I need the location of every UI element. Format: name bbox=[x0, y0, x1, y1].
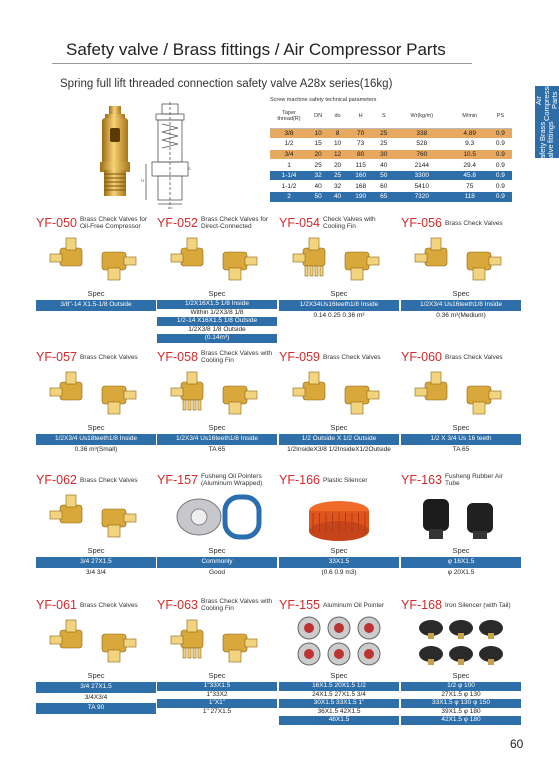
spec-table-cell: 30 bbox=[375, 149, 393, 160]
product-card[interactable] bbox=[36, 598, 156, 728]
spec-table-cell: 3/4 bbox=[270, 149, 308, 160]
product-header bbox=[401, 350, 503, 364]
spec-value-row: 1/2X3/8 1/8 Outside bbox=[157, 326, 277, 335]
spec-table-cell: 160 bbox=[347, 170, 375, 181]
spec-header-cell: S bbox=[375, 104, 393, 128]
product-name: Brass Check Valves bbox=[80, 476, 138, 484]
spec-value-row: 3/4 27X1.5 bbox=[36, 557, 156, 568]
spec-value-row: φ 20X1.5 bbox=[401, 568, 521, 579]
spec-table-cell: 20 bbox=[308, 149, 328, 160]
product-header bbox=[157, 473, 273, 487]
spec-value-row: 42X1.5 φ 180 bbox=[401, 716, 521, 725]
product-image-frame bbox=[46, 489, 146, 545]
product-card[interactable] bbox=[279, 216, 399, 346]
product-card[interactable] bbox=[157, 216, 277, 346]
spec-value-row: TA 65 bbox=[157, 445, 277, 456]
product-code: YF-050 bbox=[36, 216, 77, 230]
spec-table-cell: 0.9 bbox=[489, 139, 512, 150]
spec-value-row: 27X1.5 φ 130 bbox=[401, 691, 521, 700]
product-header bbox=[401, 473, 517, 487]
product-card[interactable] bbox=[401, 473, 521, 603]
spec-values bbox=[279, 557, 399, 578]
product-code: YF-063 bbox=[157, 598, 198, 612]
spec-value-row: Good bbox=[157, 568, 277, 579]
product-code: YF-163 bbox=[401, 473, 442, 487]
spec-table-cell: 7320 bbox=[393, 192, 451, 203]
product-code: YF-166 bbox=[279, 473, 320, 487]
product-name: Brass Check Valves for Oil-Free Compressor bbox=[80, 216, 148, 230]
product-card[interactable] bbox=[157, 473, 277, 603]
spec-table-row bbox=[270, 192, 512, 203]
product-card[interactable] bbox=[401, 598, 521, 728]
spec-label: Spec bbox=[330, 546, 348, 555]
spec-table-cell: 5410 bbox=[393, 181, 451, 192]
check-product-image bbox=[46, 489, 146, 545]
product-header bbox=[157, 216, 273, 230]
check-product-image bbox=[167, 232, 267, 288]
product-image-frame bbox=[46, 366, 146, 422]
spec-table-cell: 1-1/4 bbox=[270, 170, 308, 181]
spec-header-cell: Taper thread(R) bbox=[270, 104, 308, 128]
product-image-frame bbox=[411, 366, 511, 422]
spec-table-cell: 40 bbox=[308, 181, 328, 192]
safety-valve-spec-table bbox=[270, 104, 512, 203]
spec-values bbox=[401, 300, 521, 321]
product-name: Fusheng Oil Pointers (Aluminum Wrapped) bbox=[201, 473, 263, 487]
product-name: Brass Check Valves bbox=[445, 353, 503, 361]
spec-value-row: 1/2X3/4 Us16teeth1/8 Inside bbox=[157, 434, 277, 445]
product-code: YF-052 bbox=[157, 216, 198, 230]
spec-value-row: 0.36 m³(Small) bbox=[36, 445, 156, 456]
product-name: Check Valves with Cooling Fin bbox=[323, 216, 376, 230]
spec-value-row: 1"X1" bbox=[157, 699, 277, 708]
product-image-frame bbox=[411, 232, 511, 288]
spec-value-row: 16X1.5 20X1.5 1/2 bbox=[279, 682, 399, 691]
spec-value-row: (0.6 0.9 m3) bbox=[279, 568, 399, 579]
product-code: YF-168 bbox=[401, 598, 442, 612]
svg-text:do: do bbox=[168, 205, 173, 210]
spec-header-cell: DN bbox=[308, 104, 328, 128]
spec-values bbox=[36, 300, 156, 311]
fin-product-image bbox=[289, 232, 389, 288]
spec-value-row: 1/2X34Us16teeth1/8 Inside bbox=[279, 300, 399, 311]
product-header bbox=[279, 216, 395, 230]
spec-label: Spec bbox=[330, 289, 348, 298]
spec-label: Spec bbox=[87, 546, 105, 555]
spec-value-row: 1"33X2 bbox=[157, 691, 277, 700]
spec-table-cell: 3300 bbox=[393, 170, 451, 181]
spec-label: Spec bbox=[87, 671, 105, 680]
svg-text:S: S bbox=[188, 166, 191, 171]
spec-header-cell: H bbox=[347, 104, 375, 128]
product-image-frame bbox=[289, 232, 389, 288]
product-card[interactable] bbox=[36, 473, 156, 603]
spec-label: Spec bbox=[330, 423, 348, 432]
spec-values bbox=[157, 682, 277, 716]
spec-table-cell: 29.4 bbox=[451, 160, 489, 171]
spec-label: Spec bbox=[208, 289, 226, 298]
spec-value-row: 1/2-14 X16X1.5 1/8 Outside bbox=[157, 317, 277, 326]
spec-table-cell: 0.9 bbox=[489, 128, 512, 139]
spec-table-cell: 60 bbox=[375, 181, 393, 192]
spec-table-cell: 50 bbox=[308, 192, 328, 203]
gauges-product-image bbox=[289, 614, 389, 670]
spec-value-row: 1" 27X1.5 bbox=[157, 708, 277, 717]
spec-table-cell: 15 bbox=[308, 139, 328, 150]
spec-table-cell: 73 bbox=[347, 139, 375, 150]
product-name: Brass Check Valves bbox=[323, 353, 381, 361]
spec-table-cell: 2144 bbox=[393, 160, 451, 171]
spec-values bbox=[401, 682, 521, 725]
product-image-frame bbox=[167, 366, 267, 422]
spec-value-row: Commonly bbox=[157, 557, 277, 568]
spec-value-row: 33X1.5 φ 130 φ 150 bbox=[401, 699, 521, 708]
spec-table-row bbox=[270, 170, 512, 181]
page-subtitle: Spring full lift threaded connection safety valve A28x series(16kg) bbox=[60, 78, 393, 90]
product-card[interactable] bbox=[279, 598, 399, 728]
product-card[interactable] bbox=[157, 350, 277, 480]
spec-table-cell: 1/2 bbox=[270, 139, 308, 150]
product-card[interactable] bbox=[279, 350, 399, 480]
spec-value-row: 1/2X16X1.5 1/8 Inside bbox=[157, 300, 277, 309]
product-card[interactable] bbox=[36, 350, 156, 480]
page-number: 60 bbox=[510, 737, 524, 751]
product-header bbox=[279, 598, 384, 612]
spec-value-row: 1/2 φ 100 bbox=[401, 682, 521, 691]
spec-table-cell: 70 bbox=[347, 128, 375, 139]
product-name: Brass Check Valves bbox=[80, 601, 138, 609]
spec-table-cell: 0.9 bbox=[489, 160, 512, 171]
spec-value-row: 3/8"-14 X1.5-1/8 Outside bbox=[36, 300, 156, 311]
spec-value-row: 3/4 3/4 bbox=[36, 568, 156, 579]
product-card[interactable] bbox=[401, 216, 521, 346]
spec-table-row bbox=[270, 160, 512, 171]
product-image-frame bbox=[289, 489, 389, 545]
valve-section-drawing bbox=[140, 102, 266, 210]
product-name: Brass Check Valves with Cooling Fin bbox=[201, 598, 273, 612]
side-category-tab[interactable] bbox=[534, 80, 559, 164]
spec-values bbox=[279, 434, 399, 455]
silencer-product-image bbox=[289, 489, 389, 545]
spec-table-cell: 25 bbox=[328, 170, 346, 181]
fin-product-image bbox=[167, 366, 267, 422]
spec-table-cell: 10 bbox=[328, 139, 346, 150]
spec-header-cell: Wr(kg/m) bbox=[393, 104, 451, 128]
spec-label: Spec bbox=[452, 546, 470, 555]
product-name: Iron Silencer (with Tail) bbox=[445, 601, 511, 609]
spec-value-row: 1/2X3/4 Us16teeth1/8 Inside bbox=[401, 300, 521, 311]
product-card[interactable] bbox=[401, 350, 521, 480]
spec-header-cell: PS bbox=[489, 104, 512, 128]
spec-label: Spec bbox=[330, 671, 348, 680]
spec-table-cell: 760 bbox=[393, 149, 451, 160]
product-header bbox=[36, 216, 152, 230]
product-header bbox=[36, 598, 138, 612]
product-name: Brass Check Valves with Cooling Fin bbox=[201, 350, 273, 364]
spec-values bbox=[279, 682, 399, 725]
spec-label: Spec bbox=[208, 423, 226, 432]
spec-table-cell: 0.9 bbox=[489, 192, 512, 203]
spec-table-cell: 12 bbox=[328, 149, 346, 160]
check-product-image bbox=[411, 366, 511, 422]
spec-values bbox=[36, 682, 156, 714]
spec-table-cell: 80 bbox=[347, 149, 375, 160]
product-image-frame bbox=[167, 489, 267, 545]
side-tab-line-2: Brass fittings bbox=[538, 120, 555, 143]
spec-table-caption: Screw machine safety technical parameters bbox=[270, 97, 377, 103]
spec-label: Spec bbox=[208, 671, 226, 680]
product-header bbox=[401, 598, 511, 612]
spec-values bbox=[401, 557, 521, 578]
spec-label: Spec bbox=[452, 423, 470, 432]
svg-text:H: H bbox=[141, 178, 144, 183]
side-tab-line-1: Safety valve bbox=[538, 142, 555, 164]
spec-value-row: 33X1.5 bbox=[279, 557, 399, 568]
product-header bbox=[279, 473, 367, 487]
spec-value-row: 1/2 X 3/4 Us 16 teeth bbox=[401, 434, 521, 445]
spec-values bbox=[36, 434, 156, 455]
product-code: YF-060 bbox=[401, 350, 442, 364]
spec-values bbox=[157, 434, 277, 455]
spec-value-row: 48X1.5 bbox=[279, 716, 399, 725]
spec-header-cell: do bbox=[328, 104, 346, 128]
spec-table-cell: 118 bbox=[451, 192, 489, 203]
fin-product-image bbox=[167, 614, 267, 670]
iron-product-image bbox=[411, 614, 511, 670]
spec-table-cell: 0.9 bbox=[489, 181, 512, 192]
product-header bbox=[157, 350, 273, 364]
spec-values bbox=[401, 434, 521, 455]
spec-table-cell: 40 bbox=[328, 192, 346, 203]
spec-value-row: 3/4 27X1.5 bbox=[36, 682, 156, 693]
product-image-frame bbox=[289, 366, 389, 422]
pointer-product-image bbox=[167, 489, 267, 545]
product-name: Aluminum Oil Pointer bbox=[323, 601, 385, 609]
spec-value-row: 1"33X1.5 bbox=[157, 682, 277, 691]
spec-table-row bbox=[270, 181, 512, 192]
spec-table-cell: 0.9 bbox=[489, 149, 512, 160]
spec-table-cell: 4.89 bbox=[451, 128, 489, 139]
spec-value-row: TA 90 bbox=[36, 703, 156, 714]
spec-table-row bbox=[270, 139, 512, 150]
product-code: YF-059 bbox=[279, 350, 320, 364]
spec-table-cell: 1 bbox=[270, 160, 308, 171]
product-code: YF-058 bbox=[157, 350, 198, 364]
title-divider bbox=[52, 63, 472, 64]
spec-table-cell: 45.8 bbox=[451, 170, 489, 181]
product-name: Fusheng Rubber Air Tube bbox=[445, 473, 503, 487]
product-name: Brass Check Valves for Direct-Connected bbox=[201, 216, 269, 230]
spec-table-cell: 338 bbox=[393, 128, 451, 139]
spec-value-row: Within 1/2X3/8 1/8 bbox=[157, 309, 277, 318]
product-name: Brass Check Valves bbox=[445, 219, 503, 227]
spec-value-row: 0.36 m³(Medium) bbox=[401, 311, 521, 322]
product-header bbox=[401, 216, 503, 230]
spec-table-cell: 168 bbox=[347, 181, 375, 192]
spec-table-cell: 3/8 bbox=[270, 128, 308, 139]
spec-table-cell: 65 bbox=[375, 192, 393, 203]
product-image-frame bbox=[46, 232, 146, 288]
spec-table-cell: 25 bbox=[308, 160, 328, 171]
spec-label: Spec bbox=[87, 289, 105, 298]
spec-value-row: 30X1.5 33X1.5 1" bbox=[279, 699, 399, 708]
spec-values bbox=[157, 557, 277, 578]
rubber-product-image bbox=[411, 489, 511, 545]
product-header bbox=[279, 350, 381, 364]
product-image-frame bbox=[167, 614, 267, 670]
product-image-frame bbox=[411, 489, 511, 545]
spec-value-row: 0.14 0.25 0.36 m³ bbox=[279, 311, 399, 322]
check-product-image bbox=[46, 614, 146, 670]
spec-table-cell: 40 bbox=[375, 160, 393, 171]
spec-value-row: TA 65 bbox=[401, 445, 521, 456]
spec-value-row: φ 16X1.5 bbox=[401, 557, 521, 568]
spec-table-row bbox=[270, 128, 512, 139]
spec-value-row: (0.14m³) bbox=[157, 334, 277, 343]
product-image-frame bbox=[46, 614, 146, 670]
spec-value-row: 1/2InsideX3/8 1/2InsideX1/2Outside bbox=[279, 445, 399, 456]
product-name: Plastic Silencer bbox=[323, 476, 368, 484]
spec-values bbox=[279, 300, 399, 321]
spec-header-cell: M/min bbox=[451, 104, 489, 128]
spec-label: Spec bbox=[452, 671, 470, 680]
spec-table-row bbox=[270, 149, 512, 160]
spec-value-row: 1/2X3/4 Us18teeth1/8 Inside bbox=[36, 434, 156, 445]
check-product-image bbox=[46, 366, 146, 422]
spec-value-row: 1/2 Outside X 1/2 Outside bbox=[279, 434, 399, 445]
spec-table-cell: 10.5 bbox=[451, 149, 489, 160]
product-code: YF-155 bbox=[279, 598, 320, 612]
spec-table-cell: 0.9 bbox=[489, 170, 512, 181]
page-title: Safety valve / Brass fittings / Air Compressor Parts bbox=[66, 40, 446, 59]
spec-table-cell: 25 bbox=[375, 139, 393, 150]
spec-table-cell: 1-1/2 bbox=[270, 181, 308, 192]
spec-label: Spec bbox=[87, 423, 105, 432]
product-code: YF-056 bbox=[401, 216, 442, 230]
spec-table-cell: 25 bbox=[375, 128, 393, 139]
spec-table-cell: 20 bbox=[328, 160, 346, 171]
check-product-image bbox=[289, 366, 389, 422]
product-image-frame bbox=[289, 614, 389, 670]
product-card[interactable] bbox=[157, 598, 277, 728]
spec-table-cell: 8 bbox=[328, 128, 346, 139]
spec-table-cell: 528 bbox=[393, 139, 451, 150]
spec-table-cell: 9.3 bbox=[451, 139, 489, 150]
check-product-image bbox=[411, 232, 511, 288]
product-header bbox=[157, 598, 273, 612]
spec-table-cell: 115 bbox=[347, 160, 375, 171]
product-image-frame bbox=[411, 614, 511, 670]
spec-table-cell: 50 bbox=[375, 170, 393, 181]
spec-table-cell: 32 bbox=[308, 170, 328, 181]
product-code: YF-054 bbox=[279, 216, 320, 230]
product-card[interactable] bbox=[36, 216, 156, 346]
product-code: YF-157 bbox=[157, 473, 198, 487]
spec-value-row: 24X1.5 27X1.5 3/4 bbox=[279, 691, 399, 700]
spec-label: Spec bbox=[452, 289, 470, 298]
spec-table-cell: 190 bbox=[347, 192, 375, 203]
spec-label: Spec bbox=[208, 546, 226, 555]
product-code: YF-061 bbox=[36, 598, 77, 612]
product-code: YF-057 bbox=[36, 350, 77, 364]
spec-table-cell: 75 bbox=[451, 181, 489, 192]
spec-value-row: 3/4X3/4 bbox=[36, 693, 156, 704]
product-name: Brass Check Valves bbox=[80, 353, 138, 361]
product-image-frame bbox=[167, 232, 267, 288]
spec-table-cell: 2 bbox=[270, 192, 308, 203]
spec-value-row: 39X1.5 φ 180 bbox=[401, 708, 521, 717]
product-card[interactable] bbox=[279, 473, 399, 603]
side-tab-line-3: Air Compressor Parts bbox=[534, 80, 559, 121]
spec-table-cell: 32 bbox=[328, 181, 346, 192]
spec-values bbox=[157, 300, 277, 343]
spec-table-cell: 10 bbox=[308, 128, 328, 139]
check-product-image bbox=[46, 232, 146, 288]
product-code: YF-062 bbox=[36, 473, 77, 487]
product-header bbox=[36, 473, 138, 487]
spec-values bbox=[36, 557, 156, 578]
product-header bbox=[36, 350, 138, 364]
spec-value-row: 36X1.5 42X1.5 bbox=[279, 708, 399, 717]
